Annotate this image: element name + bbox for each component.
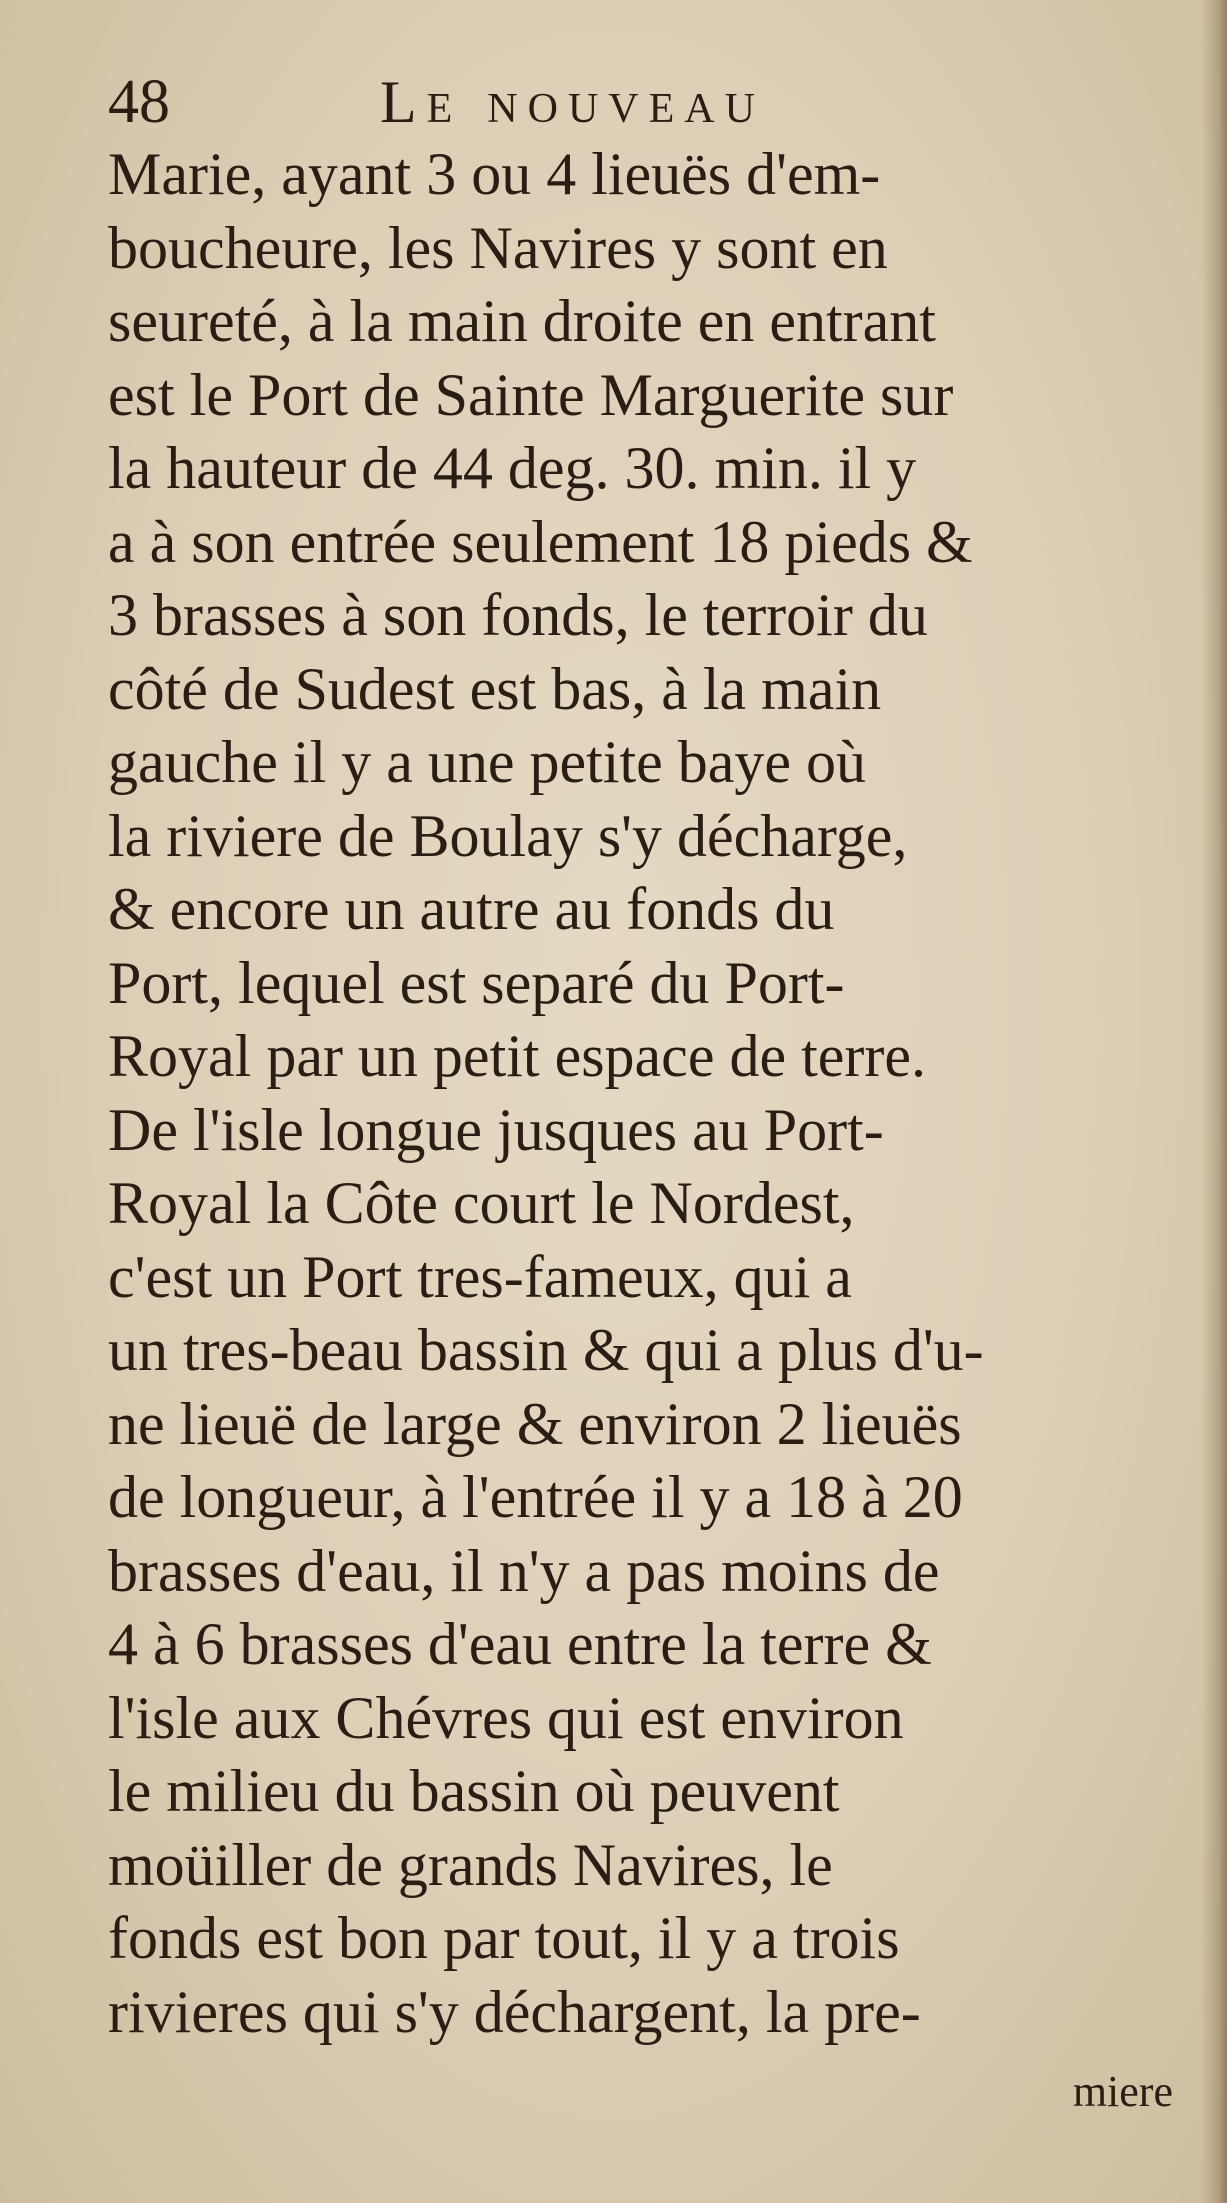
text-line-2: boucheure, les Navires y sont en bbox=[108, 214, 888, 281]
text-line-21: 4 à 6 brasses d'eau entre la terre & bbox=[108, 1611, 932, 1677]
text-line-1: Marie, ayant 3 ou 4 lieuës d'em- bbox=[108, 141, 881, 207]
text-line-7: 3 brasses à son fonds, le terroir du bbox=[108, 582, 928, 648]
text-line-20: brasses d'eau, il n'y a pas moins de bbox=[108, 1537, 940, 1604]
text-line-19: de longueur, à l'entrée il y a 18 à 20 bbox=[108, 1464, 963, 1530]
page-header bbox=[108, 62, 1108, 142]
text-line-12: Port, lequel est separé du Port- bbox=[108, 949, 845, 1016]
text-line-14: De l'isle longue jusques au Port- bbox=[108, 1096, 884, 1163]
text-line-18: ne lieuë de large & environ 2 lieuës bbox=[108, 1390, 962, 1457]
text-line-24: moüiller de grands Navires, le bbox=[108, 1831, 833, 1898]
text-line-4: est le Port de Sainte Marguerite sur bbox=[108, 361, 954, 428]
text-line-9: gauche il y a une petite baye où bbox=[108, 729, 867, 795]
body-text bbox=[108, 138, 1168, 2049]
text-line-11: & encore un autre au fonds du bbox=[108, 876, 835, 942]
text-line-16: c'est un Port tres-fameux, qui a bbox=[108, 1243, 852, 1310]
text-line-8: côté de Sudest est bas, à la main bbox=[108, 655, 882, 722]
text-line-3: seureté, à la main droite en entrant bbox=[108, 288, 936, 354]
page-edge-shadow bbox=[1201, 0, 1227, 2203]
text-line-17: un tres-beau bassin & qui a plus d'u- bbox=[108, 1317, 984, 1383]
text-line-22: l'isle aux Chévres qui est environ bbox=[108, 1684, 904, 1751]
running-head: Le nouveau bbox=[380, 69, 765, 135]
text-line-5: la hauteur de 44 deg. 30. min. il y bbox=[108, 435, 917, 501]
catchword: miere bbox=[1072, 2067, 1173, 2116]
text-line-15: Royal la Côte court le Nordest, bbox=[108, 1170, 855, 1236]
page-number: 48 bbox=[108, 68, 170, 136]
text-line-13: Royal par un petit espace de terre. bbox=[108, 1023, 926, 1089]
text-line-10: la riviere de Boulay s'y décharge, bbox=[108, 802, 908, 869]
text-line-26: rivieres qui s'y déchargent, la pre- bbox=[108, 1978, 921, 2045]
text-line-6: a à son entrée seulement 18 pieds & bbox=[108, 508, 973, 575]
text-line-25: fonds est bon par tout, il y a trois bbox=[108, 1905, 900, 1971]
text-line-23: le milieu du bassin où peuvent bbox=[108, 1758, 840, 1824]
